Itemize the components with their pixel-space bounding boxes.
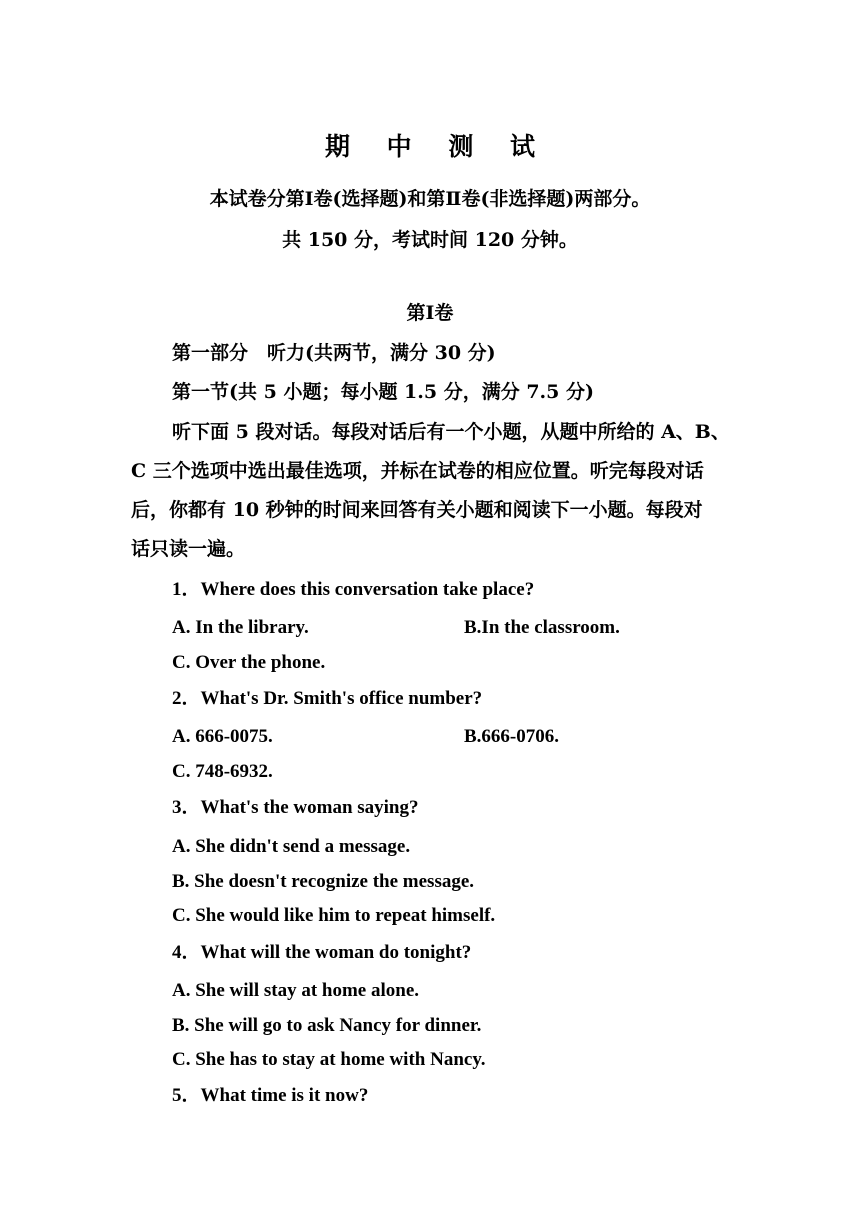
question-4-option-b: B. She will go to ask Nancy for dinner. bbox=[172, 1015, 482, 1036]
exam-title: 期 中 测 试 bbox=[324, 132, 550, 161]
question-4-option-c: C. She has to stay at home with Nancy. bbox=[172, 1049, 486, 1070]
volume-heading: 第Ⅰ卷 bbox=[406, 302, 454, 324]
question-2-option-b: B.666-0706. bbox=[464, 726, 559, 747]
instructions-line-1: 听下面 5 段对话。每段对话后有一个小题，从题中所给的 A、B、 bbox=[172, 421, 730, 443]
question-2-option-c: C. 748-6932. bbox=[172, 761, 273, 782]
question-1-option-b: B.In the classroom. bbox=[464, 617, 620, 638]
question-1-option-c: C. Over the phone. bbox=[172, 652, 326, 673]
question-3-option-b: B. She doesn't recognize the message. bbox=[172, 871, 475, 892]
question-3-option-c: C. She would like him to repeat himself. bbox=[172, 905, 496, 926]
question-3-stem: 3．What's the woman saying? bbox=[172, 797, 419, 818]
section1-heading: 第一节(共 5 小题；每小题 1.5 分，满分 7.5 分) bbox=[172, 381, 594, 403]
question-4-option-a: A. She will stay at home alone. bbox=[172, 980, 419, 1001]
question-1-option-a: A. In the library. bbox=[172, 617, 309, 638]
part1-heading: 第一部分 听力(共两节，满分 30 分) bbox=[172, 342, 496, 364]
question-5-stem: 5．What time is it now? bbox=[172, 1085, 369, 1106]
question-2-stem: 2．What's Dr. Smith's office number? bbox=[172, 688, 483, 709]
instructions-line-3: 后，你都有 10 秒钟的时间来回答有关小题和阅读下一小题。每段对 bbox=[131, 499, 703, 521]
question-3-option-a: A. She didn't send a message. bbox=[172, 836, 411, 857]
question-2-option-a: A. 666-0075. bbox=[172, 726, 273, 747]
question-1-stem: 1．Where does this conversation take place? bbox=[172, 579, 535, 600]
question-4-stem: 4．What will the woman do tonight? bbox=[172, 942, 472, 963]
exam-subtitle-line-1: 本试卷分第Ⅰ卷(选择题)和第Ⅱ卷(非选择题)两部分。 bbox=[209, 188, 651, 210]
instructions-line-4: 话只读一遍。 bbox=[131, 538, 246, 560]
exam-subtitle-line-2: 共 150 分，考试时间 120 分钟。 bbox=[282, 229, 578, 251]
instructions-line-2: C 三个选项中选出最佳选项，并标在试卷的相应位置。听完每段对话 bbox=[131, 460, 704, 482]
